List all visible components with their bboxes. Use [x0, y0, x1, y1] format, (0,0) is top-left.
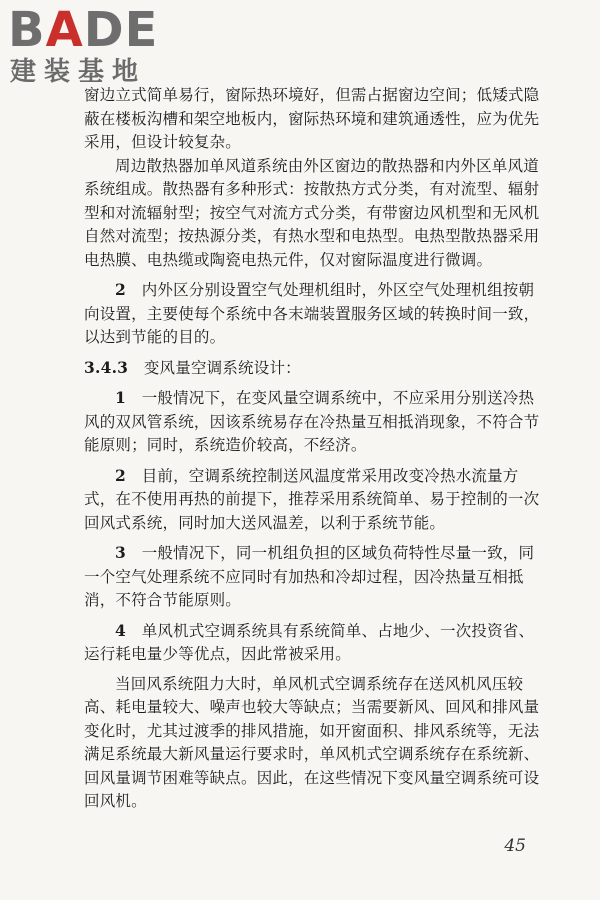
page-number: 45 — [504, 836, 526, 856]
item-number: 2 — [115, 280, 126, 299]
item-text: 一般情况下，同一机组负担的区域负荷特性尽量一致，同一个空气处理系统不应同时有加热和冷却过程，因冷热量互相抵消，不符合节能原则。 — [84, 544, 535, 609]
bade-logo — [8, 4, 180, 92]
list-item — [84, 541, 546, 613]
list-item — [84, 619, 546, 667]
paragraph-text: 周边散热器加单风道系统由外区窗边的散热器和内外区单风道系统组成。散热器有多种形式：按散热方式分类，有对流型、辐射型和对流辐射型；按空气对流方式分类，有带窗边风机型和无风机自然对流型；按热源分类，有热水型和电热型。电热型散热器采用电热膜、电热缆或陶瓷电热元件，仅对窗际温度进行微调。 — [84, 156, 540, 269]
paragraph-text: 当回风系统阻力大时，单风机式空调系统存在送风机风压较高、耗电量较大、噪声也较大等缺点；当需要新风、回风和排风量变化时，尤其过渡季的排风措施，如开窗面积、排风系统等，无法满足系统最大新风量运行要求时，单风机式空调系统存在系统新、回风量调节困难等缺点。因此，在这些情况下变风量空调系统可设回风机。 — [84, 674, 540, 810]
paragraph-closing — [84, 673, 546, 814]
item-number: 2 — [115, 465, 126, 485]
item-text: 目前，空调系统控制送风温度常采用改变冷热水流量方式，在不使用再热的前提下，推荐采用系统简单、易于控制的一次回风式系统，同时加大送风温差，以利于系统节能。 — [84, 466, 540, 532]
paragraph-item-2-zones — [84, 278, 546, 350]
paragraph-continuation — [84, 84, 546, 155]
list-item — [84, 464, 546, 536]
section-number: 3.4.3 — [84, 357, 129, 377]
logo-letter-a-red: A — [45, 2, 84, 58]
item-number: 3 — [115, 543, 126, 562]
list-item — [84, 386, 546, 458]
item-number: 4 — [115, 620, 126, 640]
item-number: 1 — [115, 388, 126, 407]
logo-letters-de: DE — [83, 2, 159, 58]
section-title: 变风量空调系统设计： — [143, 358, 301, 377]
item-text: 单风机式空调系统具有系统简单、占地少、一次投资省、运行耗电量少等优点，因此常被采用。 — [84, 621, 535, 663]
section-heading — [84, 356, 546, 381]
paragraph-radiator — [84, 155, 546, 273]
logo-letter-b: B — [8, 2, 46, 58]
paragraph-text: 内外区分别设置空气处理机组时，外区空气处理机组按朝向设置，主要使每个系统中各末端装置服务区域的转换时间一致，以达到节能的目的。 — [84, 281, 540, 346]
item-text: 一般情况下，在变风量空调系统中，不应采用分别送冷热风的双风管系统，因该系统易存在冷热量互相抵消现象，不符合节能原则；同时，系统造价较高，不经济。 — [84, 389, 540, 454]
paragraph-text: 窗边立式简单易行，窗际热环境好，但需占据窗边空间；低矮式隐蔽在楼板沟槽和架空地板内，窗际热环境和建筑通透性，应为优先采用，但设计较复杂。 — [84, 86, 540, 151]
document-body — [84, 84, 546, 814]
logo-wordmark — [8, 4, 158, 56]
logo-cjk-text: 建装基地 — [10, 57, 147, 87]
